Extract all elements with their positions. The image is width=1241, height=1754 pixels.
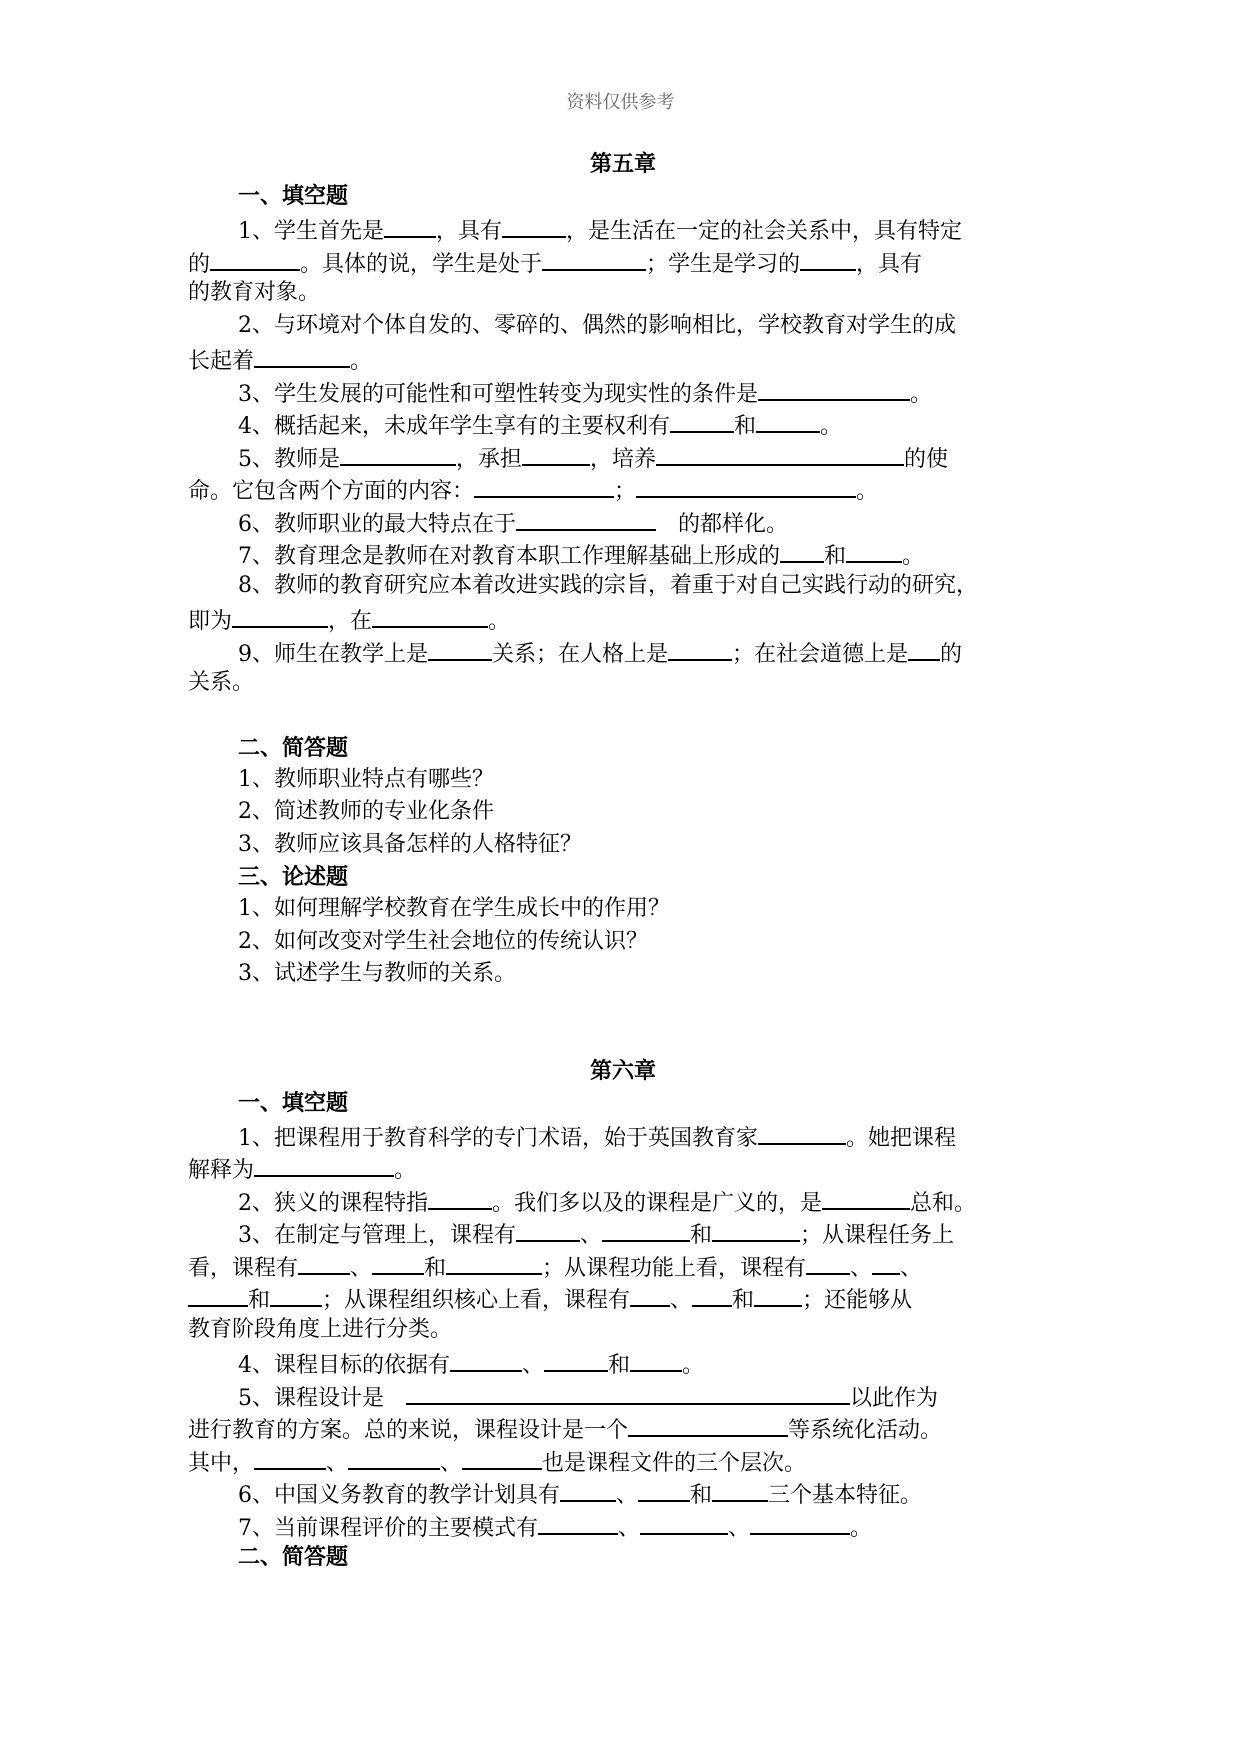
- question-line: 7、当前课程评价的主要模式有 、 、 。: [188, 1509, 1058, 1542]
- question-line: 3、教师应该具备怎样的人格特征？: [238, 831, 582, 857]
- question-line: 3、学生发展的可能性和可塑性转变为现实性的条件是 。: [188, 375, 1058, 408]
- question-line: 2、如何改变对学生社会地位的传统认识？: [238, 928, 648, 954]
- question-line: 3、在制定与管理上，课程有 、 和 ；从课程任务上: [188, 1216, 1058, 1249]
- answer-blank[interactable]: [630, 1281, 670, 1307]
- question-line: 命。它包含两个方面的内容： ； 。: [188, 472, 1058, 505]
- answer-blank[interactable]: [758, 375, 910, 401]
- answer-blank[interactable]: [446, 1249, 542, 1275]
- question-line: 的教育对象。: [188, 280, 321, 305]
- answer-blank[interactable]: [298, 1249, 350, 1275]
- answer-blank[interactable]: [254, 1151, 394, 1177]
- answer-blank[interactable]: [348, 1444, 440, 1470]
- answer-blank[interactable]: [640, 1509, 728, 1535]
- answer-blank[interactable]: [630, 1346, 682, 1372]
- question-line: 9、师生在教学上是 关系；在人格上是 ；在社会道德上是 的: [188, 635, 1058, 668]
- question-line: 1、教师职业特点有哪些？: [238, 766, 494, 792]
- answer-blank[interactable]: [210, 245, 300, 271]
- watermark: 资料仅供参考: [566, 92, 675, 113]
- answer-blank[interactable]: [538, 1509, 618, 1535]
- question-line: 8、教师的教育研究应本着改进实践的宗旨，着重于对自己实践行动的研究，: [238, 572, 978, 598]
- answer-blank[interactable]: [712, 1476, 768, 1502]
- answer-blank[interactable]: [372, 1249, 424, 1275]
- answer-blank[interactable]: [516, 505, 656, 531]
- answer-blank[interactable]: [516, 1216, 580, 1242]
- answer-blank[interactable]: [712, 1216, 800, 1242]
- question-line: 1、把课程用于教育科学的专门术语，始于英国教育家 。她把课程: [188, 1119, 1058, 1152]
- answer-blank[interactable]: [822, 1184, 910, 1210]
- section-title: 一、填空题: [238, 183, 349, 209]
- question-line: 关系。: [188, 670, 255, 695]
- answer-blank[interactable]: [602, 1216, 690, 1242]
- answer-blank[interactable]: [254, 1444, 326, 1470]
- answer-blank[interactable]: [656, 440, 904, 466]
- answer-blank[interactable]: [800, 245, 856, 271]
- answer-blank[interactable]: [692, 1281, 732, 1307]
- answer-blank[interactable]: [750, 1509, 850, 1535]
- section-title: 三、论述题: [238, 864, 349, 890]
- answer-blank[interactable]: [502, 212, 566, 238]
- question-line: 2、狭义的课程特指 。我们多以及的课程是广义的，是 总和。: [188, 1184, 1058, 1217]
- question-line: 4、概括起来，未成年学生享有的主要权利有 和 。: [188, 407, 1058, 440]
- answer-blank[interactable]: [462, 1444, 542, 1470]
- answer-blank[interactable]: [372, 602, 488, 628]
- question-line: 1、学生首先是 ，具有 ，是生活在一定的社会关系中，具有特定: [188, 212, 1058, 245]
- answer-blank[interactable]: [560, 1476, 616, 1502]
- answer-blank[interactable]: [758, 1119, 846, 1145]
- question-line: 和 ；从课程组织核心上看，课程有 、 和 ；还能够从: [188, 1281, 1058, 1314]
- answer-blank[interactable]: [756, 407, 820, 433]
- answer-blank[interactable]: [628, 1411, 788, 1437]
- answer-blank[interactable]: [780, 537, 824, 563]
- question-line: 2、简述教师的专业化条件: [238, 799, 494, 824]
- question-line: 的 。具体的说，学生是处于 ；学生是学习的 ，具有: [188, 245, 1058, 278]
- answer-blank[interactable]: [544, 1346, 608, 1372]
- question-line: 3、试述学生与教师的关系。: [238, 961, 516, 986]
- answer-blank[interactable]: [474, 472, 614, 498]
- answer-blank[interactable]: [670, 407, 734, 433]
- section-title: 二、简答题: [238, 734, 349, 761]
- question-line: 1、如何理解学校教育在学生成长中的作用？: [238, 896, 670, 921]
- question-line: 教育阶段角度上进行分类。: [188, 1316, 453, 1342]
- question-line: 5、课程设计是 以此作为: [188, 1379, 1058, 1412]
- answer-blank[interactable]: [428, 1184, 492, 1210]
- answer-blank[interactable]: [450, 1346, 522, 1372]
- answer-blank[interactable]: [872, 1249, 900, 1275]
- question-line: 2、与环境对个体自发的、零碎的、偶然的影响相比，学校教育对学生的成: [238, 312, 956, 338]
- answer-blank[interactable]: [232, 602, 328, 628]
- answer-blank[interactable]: [254, 342, 350, 368]
- section-title: 一、填空题: [238, 1089, 349, 1116]
- question-line: 6、教师职业的最大特点在于 的都样化。: [188, 505, 1058, 538]
- question-line: 7、教育理念是教师在对教育本职工作理解基础上形成的 和 。: [188, 537, 1058, 570]
- answer-blank[interactable]: [542, 245, 646, 271]
- chapter-title: 第五章: [589, 151, 656, 177]
- answer-blank[interactable]: [846, 537, 902, 563]
- answer-blank[interactable]: [406, 1379, 850, 1405]
- answer-blank[interactable]: [522, 440, 590, 466]
- question-line: 看，课程有 、 和 ；从课程功能上看，课程有 、 、: [188, 1249, 1058, 1282]
- chapter-title: 第六章: [589, 1057, 656, 1084]
- question-line: 4、课程目标的依据有 、 和 。: [188, 1346, 1058, 1379]
- document-content: [188, 148, 1058, 1573]
- answer-blank[interactable]: [908, 635, 940, 661]
- answer-blank[interactable]: [270, 1281, 322, 1307]
- answer-blank[interactable]: [636, 472, 856, 498]
- question-line: 长起着 。: [188, 342, 1058, 375]
- answer-blank[interactable]: [668, 635, 732, 661]
- question-line: 6、中国义务教育的教学计划具有 、 和 三个基本特征。: [188, 1476, 1058, 1509]
- question-line: 其中， 、 、 也是课程文件的三个层次。: [188, 1444, 1058, 1477]
- question-line: 进行教育的方案。总的来说，课程设计是一个 等系统化活动。: [188, 1411, 1058, 1444]
- answer-blank[interactable]: [340, 440, 456, 466]
- section-title: 二、简答题: [238, 1544, 349, 1570]
- answer-blank[interactable]: [806, 1249, 850, 1275]
- question-line: 5、教师是 ，承担 ，培养 的使: [188, 440, 1058, 473]
- question-line: 解释为 。: [188, 1151, 1058, 1184]
- question-line: 即为 ，在 。: [188, 602, 1058, 635]
- answer-blank[interactable]: [428, 635, 492, 661]
- answer-blank[interactable]: [754, 1281, 802, 1307]
- answer-blank[interactable]: [188, 1281, 248, 1307]
- answer-blank[interactable]: [638, 1476, 690, 1502]
- answer-blank[interactable]: [384, 212, 436, 238]
